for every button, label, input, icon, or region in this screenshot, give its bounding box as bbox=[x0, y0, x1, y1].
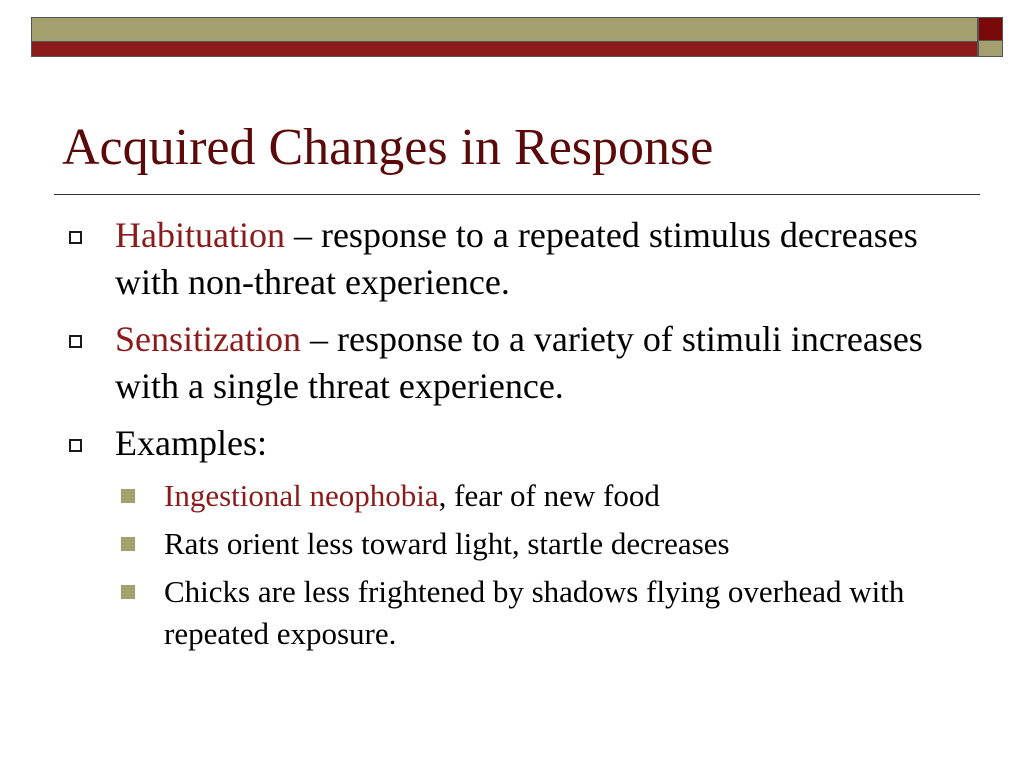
header-olive-stripe bbox=[32, 18, 977, 42]
filled-square-icon bbox=[121, 537, 135, 551]
sub-bullet-text: Chicks are less frightened by shadows flying overhead with repeated exposure. bbox=[164, 574, 905, 651]
bullet-sensitization bbox=[60, 316, 980, 410]
bullet-text: – response to a repeated stimulus decreases with non-threat experience. bbox=[115, 215, 918, 302]
corner-decoration bbox=[978, 17, 1003, 57]
hollow-square-icon bbox=[69, 335, 82, 348]
sub-bullet-term: Ingestional neophobia bbox=[164, 478, 439, 513]
sub-bullet-neophobia bbox=[60, 475, 980, 517]
slide-body bbox=[60, 212, 980, 661]
filled-square-icon bbox=[121, 489, 135, 503]
sub-bullet-chicks bbox=[60, 571, 980, 655]
bullet-term: Habituation bbox=[115, 215, 285, 255]
hollow-square-icon bbox=[69, 439, 82, 452]
hollow-square-icon bbox=[69, 231, 82, 244]
corner-square-maroon bbox=[978, 17, 1003, 41]
bullet-term: Sensitization bbox=[115, 319, 301, 359]
sub-bullet-text: Rats orient less toward light, startle decreases bbox=[164, 526, 730, 561]
bullet-examples bbox=[60, 420, 980, 467]
slide-title: Acquired Changes in Response bbox=[62, 119, 714, 176]
sub-bullet-rats bbox=[60, 523, 980, 565]
header-decoration-band bbox=[31, 17, 978, 57]
sub-bullet-text: , fear of new food bbox=[438, 478, 660, 513]
bullet-text: Examples: bbox=[115, 423, 267, 463]
title-divider bbox=[54, 194, 980, 195]
corner-square-olive bbox=[978, 40, 1003, 57]
filled-square-icon bbox=[121, 585, 135, 599]
bullet-text: – response to a variety of stimuli increases with a single threat experience. bbox=[115, 319, 923, 406]
bullet-habituation bbox=[60, 212, 980, 306]
